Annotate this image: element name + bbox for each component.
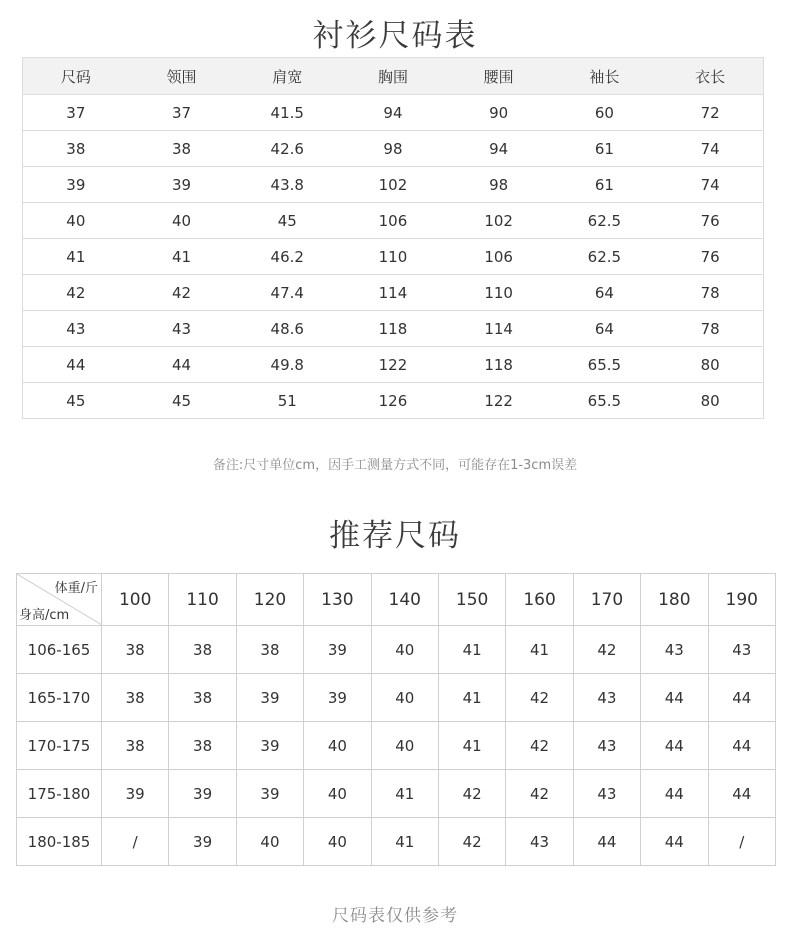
recommended-size-cell: 42 [438,818,505,866]
recommended-size-cell: 41 [438,674,505,722]
table-row [17,722,776,770]
size-header-cell: 肩宽 [234,58,340,95]
size-cell: 78 [657,311,763,347]
size-cell: 60 [552,95,658,131]
size-cell: 94 [446,131,552,167]
height-range-cell: 180-185 [17,818,102,866]
weight-header-cell: 170 [573,574,640,626]
size-cell: 48.6 [234,311,340,347]
recommended-size-cell: 39 [236,770,303,818]
size-cell: 41.5 [234,95,340,131]
weight-header-cell: 120 [236,574,303,626]
size-cell: 114 [340,275,446,311]
size-cell: 42 [129,275,235,311]
table-row [17,770,776,818]
recommended-size-cell: 38 [169,674,236,722]
size-cell: 42 [23,275,129,311]
weight-header-cell: 100 [102,574,169,626]
size-cell: 102 [446,203,552,239]
recommended-size-cell: 42 [438,770,505,818]
size-cell: 64 [552,275,658,311]
recommended-size-cell: 43 [573,770,640,818]
size-cell: 102 [340,167,446,203]
table-row [23,275,763,311]
size-cell: 74 [657,167,763,203]
size-cell: 98 [446,167,552,203]
size-cell: 110 [446,275,552,311]
size-cell: 37 [129,95,235,131]
size-cell: 122 [446,383,552,419]
table-row [17,626,776,674]
size-cell: 51 [234,383,340,419]
weight-header-cell: 150 [438,574,505,626]
recommended-size-cell: 39 [102,770,169,818]
table-row [23,383,763,419]
size-cell: 106 [340,203,446,239]
recommend-chart-title: 推荐尺码 [329,518,461,554]
height-range-cell: 175-180 [17,770,102,818]
size-cell: 44 [23,347,129,383]
recommended-size-cell: 38 [102,626,169,674]
recommend-table-body [17,626,776,866]
recommended-size-cell: 43 [573,674,640,722]
recommended-size-cell: 38 [102,674,169,722]
recommended-size-cell: 43 [641,626,708,674]
weight-header-cell: 140 [371,574,438,626]
weight-header-cell: 190 [708,574,775,626]
recommended-size-cell: 40 [236,818,303,866]
size-cell: 118 [446,347,552,383]
size-cell: 90 [446,95,552,131]
size-cell: 65.5 [552,347,658,383]
recommended-size-cell: 44 [708,770,775,818]
size-table-body [23,95,763,419]
table-row [23,239,763,275]
size-cell: 126 [340,383,446,419]
footer-disclaimer: 尺码表仅供参考 [332,906,458,926]
size-cell: 45 [129,383,235,419]
size-cell: 47.4 [234,275,340,311]
size-cell: 39 [129,167,235,203]
size-cell: 40 [129,203,235,239]
recommended-size-cell: / [102,818,169,866]
table-row [23,167,763,203]
size-cell: 98 [340,131,446,167]
size-cell: 122 [340,347,446,383]
table-row [23,203,763,239]
measurement-note: 备注:尺寸单位cm，因手工测量方式不同，可能存在1-3cm误差 [212,458,578,473]
size-cell: 62.5 [552,203,658,239]
recommended-size-cell: 41 [438,722,505,770]
recommended-size-cell: 44 [573,818,640,866]
recommended-size-cell: 42 [573,626,640,674]
recommended-size-cell: 39 [169,770,236,818]
size-cell: 38 [129,131,235,167]
size-header-cell: 尺码 [23,58,129,95]
height-range-cell: 170-175 [17,722,102,770]
recommended-size-cell: 38 [102,722,169,770]
recommended-size-cell: 38 [169,626,236,674]
size-cell: 43.8 [234,167,340,203]
size-cell: 80 [657,347,763,383]
recommended-size-cell: 39 [169,818,236,866]
recommended-size-cell: 40 [371,626,438,674]
size-cell: 43 [23,311,129,347]
size-header-cell: 袖长 [552,58,658,95]
recommended-size-cell: 43 [506,818,573,866]
size-header-cell: 衣长 [657,58,763,95]
size-chart-title: 衬衫尺码表 [312,18,478,54]
recommended-size-cell: 40 [304,722,371,770]
size-cell: 61 [552,131,658,167]
size-cell: 39 [23,167,129,203]
weight-axis-label: 体重/斤 [54,581,98,596]
recommended-size-cell: 44 [641,818,708,866]
recommended-size-cell: / [708,818,775,866]
recommended-size-cell: 41 [371,770,438,818]
table-row [23,95,763,131]
size-cell: 43 [129,311,235,347]
size-cell: 114 [446,311,552,347]
recommended-size-cell: 39 [236,674,303,722]
weight-header-cell: 110 [169,574,236,626]
size-cell: 45 [23,383,129,419]
table-row [17,818,776,866]
size-cell: 80 [657,383,763,419]
recommended-size-cell: 44 [641,674,708,722]
recommended-size-cell: 40 [304,818,371,866]
size-header-cell: 胸围 [340,58,446,95]
recommended-size-cell: 44 [641,722,708,770]
table-row [17,674,776,722]
size-cell: 46.2 [234,239,340,275]
size-cell: 42.6 [234,131,340,167]
size-header-row [23,58,763,95]
recommend-size-table [16,573,776,866]
recommended-size-cell: 40 [371,722,438,770]
weight-header-row [17,574,776,626]
size-cell: 38 [23,131,129,167]
size-cell: 76 [657,203,763,239]
weight-header-cell: 160 [506,574,573,626]
recommended-size-cell: 41 [371,818,438,866]
recommended-size-cell: 39 [304,626,371,674]
recommended-size-cell: 44 [708,722,775,770]
recommended-size-cell: 38 [236,626,303,674]
size-cell: 78 [657,275,763,311]
recommended-size-cell: 44 [641,770,708,818]
size-cell: 106 [446,239,552,275]
size-header-cell: 腰围 [446,58,552,95]
table-row [23,131,763,167]
size-cell: 49.8 [234,347,340,383]
recommended-size-cell: 41 [506,626,573,674]
recommended-size-cell: 42 [506,674,573,722]
size-cell: 118 [340,311,446,347]
weight-header-cell: 180 [641,574,708,626]
size-cell: 44 [129,347,235,383]
recommended-size-cell: 43 [708,626,775,674]
recommended-size-cell: 41 [438,626,505,674]
recommended-size-cell: 39 [304,674,371,722]
size-chart-table [22,57,764,419]
height-range-cell: 106-165 [17,626,102,674]
height-axis-label: 身高/cm [19,608,70,623]
size-header-cell: 领围 [129,58,235,95]
size-cell: 41 [23,239,129,275]
table-row [23,347,763,383]
table-row [23,311,763,347]
size-cell: 64 [552,311,658,347]
size-cell: 76 [657,239,763,275]
size-cell: 62.5 [552,239,658,275]
recommended-size-cell: 42 [506,770,573,818]
size-cell: 37 [23,95,129,131]
recommended-size-cell: 38 [169,722,236,770]
size-cell: 74 [657,131,763,167]
recommended-size-cell: 40 [304,770,371,818]
size-cell: 41 [129,239,235,275]
height-range-cell: 165-170 [17,674,102,722]
recommended-size-cell: 44 [708,674,775,722]
recommended-size-cell: 42 [506,722,573,770]
size-cell: 110 [340,239,446,275]
size-cell: 40 [23,203,129,239]
size-cell: 72 [657,95,763,131]
corner-header-cell [17,574,102,626]
recommended-size-cell: 40 [371,674,438,722]
recommended-size-cell: 39 [236,722,303,770]
size-cell: 61 [552,167,658,203]
size-cell: 65.5 [552,383,658,419]
size-cell: 45 [234,203,340,239]
size-cell: 94 [340,95,446,131]
recommended-size-cell: 43 [573,722,640,770]
weight-header-cell: 130 [304,574,371,626]
